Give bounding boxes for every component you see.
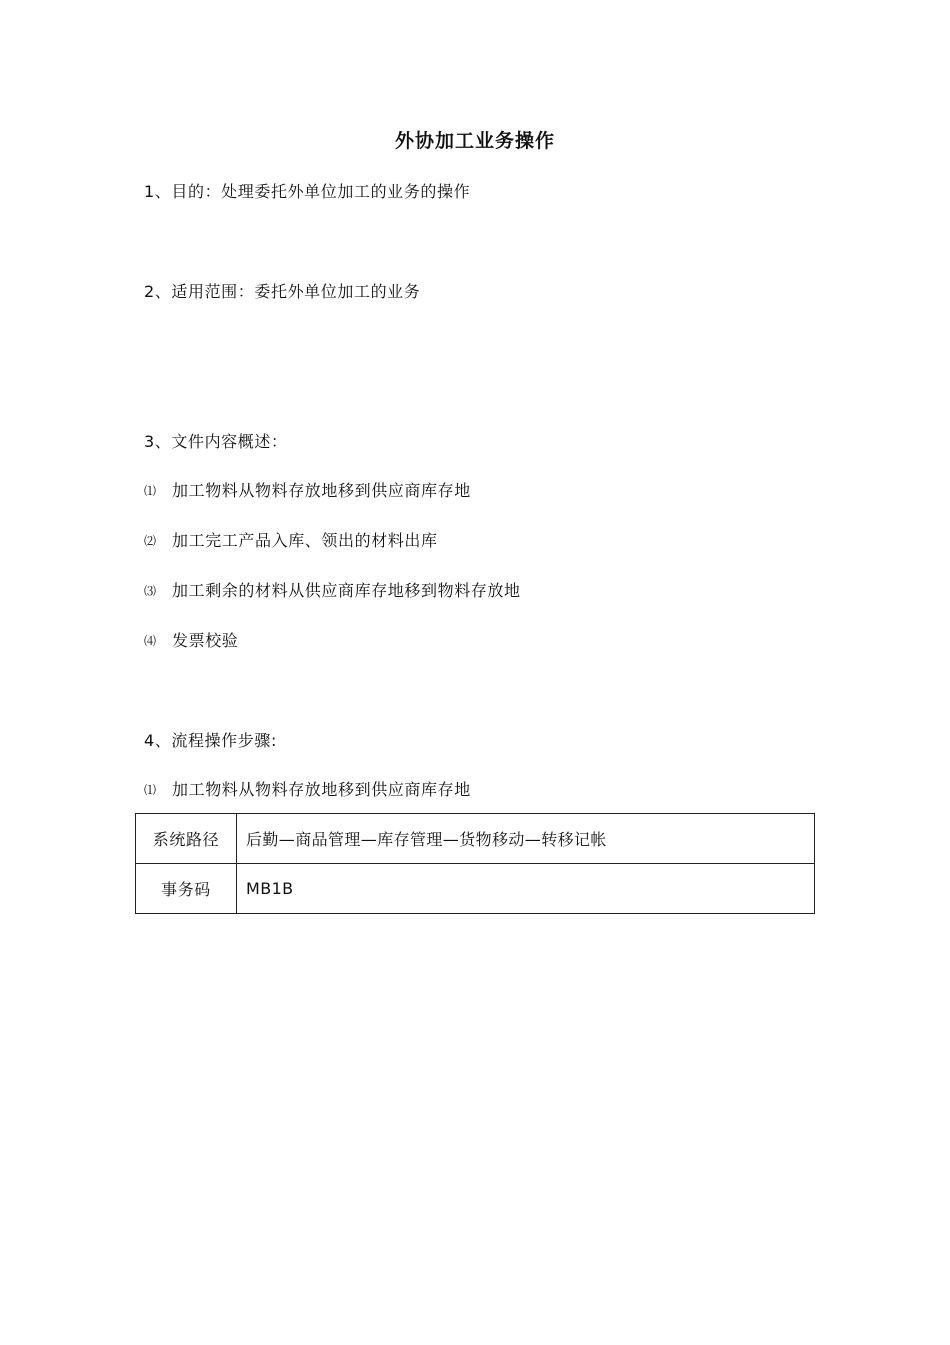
overview-item-text: 加工剩余的材料从供应商库存地移到物料存放地 bbox=[172, 581, 521, 600]
overview-item bbox=[144, 528, 438, 551]
overview-item-number: ⑴ bbox=[144, 484, 157, 498]
section-scope: 2、适用范围：委托外单位加工的业务 bbox=[144, 282, 421, 301]
overview-item bbox=[144, 628, 238, 651]
table-cell-key: 事务码 bbox=[136, 864, 237, 914]
table-cell-value: MB1B bbox=[237, 864, 815, 914]
overview-item-number: ⑵ bbox=[144, 534, 157, 548]
overview-item-number: ⑶ bbox=[144, 584, 157, 598]
table-row bbox=[136, 864, 815, 914]
table-row bbox=[136, 814, 815, 864]
section-steps: 4、流程操作步骤: bbox=[144, 731, 277, 750]
overview-item-text: 加工物料从物料存放地移到供应商库存地 bbox=[172, 481, 471, 500]
table-cell-key: 系统路径 bbox=[136, 814, 237, 864]
step-item-number: ⑴ bbox=[144, 783, 157, 797]
overview-item-text: 发票校验 bbox=[172, 631, 239, 650]
overview-item bbox=[144, 478, 471, 501]
section-overview: 3、文件内容概述： bbox=[144, 432, 288, 451]
section-purpose: 1、目的：处理委托外单位加工的业务的操作 bbox=[144, 182, 471, 201]
step-item bbox=[144, 777, 471, 800]
table-cell-value: 后勤—商品管理—库存管理—货物移动—转移记帐 bbox=[237, 814, 815, 864]
overview-item-number: ⑷ bbox=[144, 634, 157, 648]
operation-info-table bbox=[135, 813, 815, 914]
step-item-text: 加工物料从物料存放地移到供应商库存地 bbox=[172, 780, 471, 799]
document-title: 外协加工业务操作 bbox=[394, 130, 555, 152]
overview-item-text: 加工完工产品入库、领出的材料出库 bbox=[172, 531, 438, 550]
overview-item bbox=[144, 578, 521, 601]
